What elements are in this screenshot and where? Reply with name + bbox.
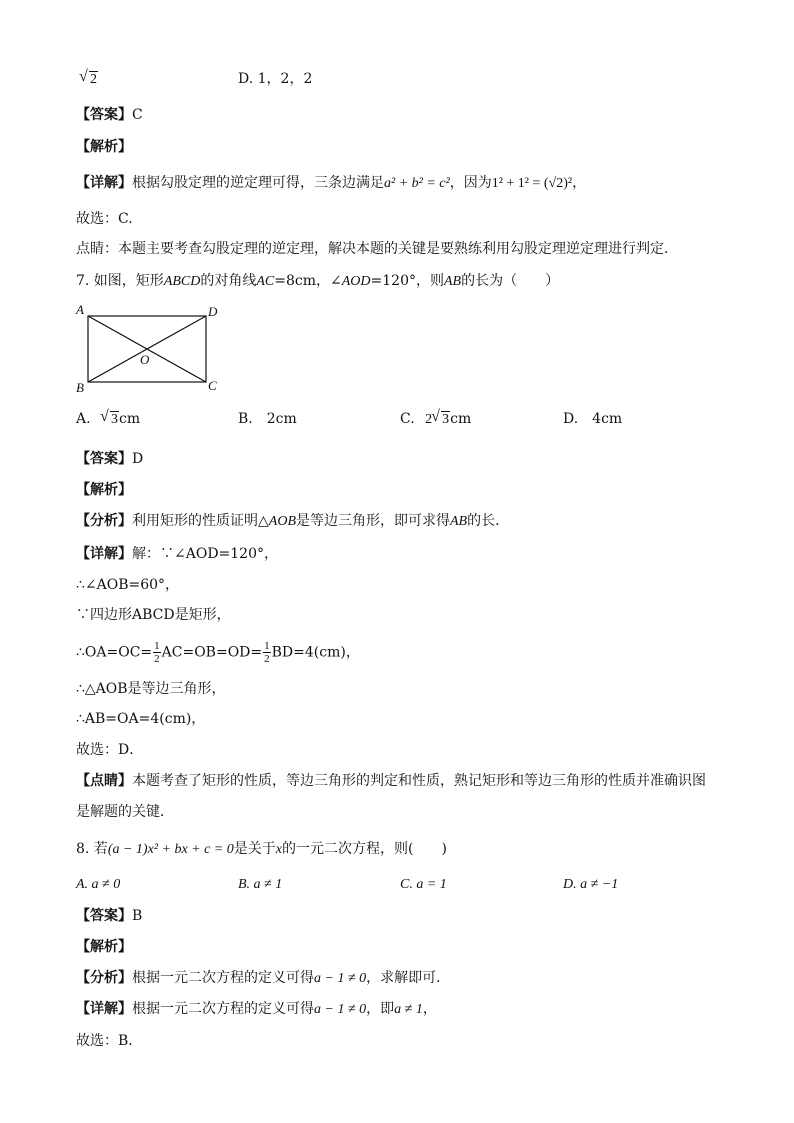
q8-option-a: A. a ≠ 0 [76,877,121,892]
q8-analysis-tag: 【解析】 [76,939,132,955]
stem-ab: AB [443,274,462,289]
fenxi-ab: AB [450,514,468,529]
fenxi-text: 根据一元二次方程的定义可得 [132,970,314,986]
label-b: B [76,380,84,395]
fenxi-text-b: 是等边三角形，即可求得 [296,513,450,529]
stem-aod: AOD [341,274,371,289]
q7-stem [76,272,559,291]
q7-option-d: D. 4cm [563,411,623,427]
q6-option-d: D. 1，2，2 [238,71,313,87]
q7-detail-3: ∵四边形ABCD是矩形， [76,607,231,623]
fenxi-text-c: 的长． [467,513,510,529]
stem-x: x [275,842,282,857]
fenxi-aob: AOB [268,514,296,529]
answer-value: C [132,107,143,123]
detail-text-c: ， [422,1001,437,1017]
detail-text: ∴OA=OC= [76,644,153,661]
answer-value: B [132,908,143,924]
q7-option-b: B. 2cm [238,411,297,427]
option-label: A. [76,411,91,427]
option-unit: cm [119,411,141,427]
detail-text: 根据勾股定理的逆定理可得，三条边满足 [132,175,384,191]
q6-detail [76,174,586,193]
q8-option-c: C. a = 1 [400,877,447,892]
detail-tag: 【详解】 [76,1001,132,1017]
q8-choose: 故选：B． [76,1033,143,1049]
fenxi-tag: 【分析】 [76,513,132,529]
detail-formula: a² + b² = c² [384,176,450,191]
option-label: C. [400,411,415,427]
detail-tag: 【详解】 [76,175,132,191]
q7-analysis-tag: 【解析】 [76,482,132,498]
detail-check: 1² + 1² = (√2)² [491,176,573,191]
dianjing-tag: 【点睛】 [76,773,132,789]
q8-detail [76,1000,437,1019]
fenxi-equation: a − 1 ≠ 0 [314,971,367,986]
q8-fenxi [76,969,450,988]
sqrt-symbol: √ 3 [432,411,450,429]
q6-analysis-tag: 【解析】 [76,139,132,155]
fenxi-text: 利用矩形的性质证明△ [132,513,269,529]
fraction-half: $\frac{1}{2}$ [154,640,160,665]
detail-equation: a − 1 ≠ 0 [314,1002,367,1017]
stem-text-e: 的长为（ ） [461,273,560,289]
detail-text: 根据一元二次方程的定义可得 [132,1001,314,1017]
answer-value: D [132,451,144,467]
q8-option-b: B. a ≠ 1 [238,877,283,892]
q6-answer [76,106,143,124]
stem-equation: (a − 1)x² + bx + c = 0 [107,842,234,857]
label-c: C [208,378,217,393]
q7-option-c [400,410,471,429]
answer-tag: 【答案】 [76,451,132,467]
dianjing-text: 本题考查了矩形的性质，等边三角形的判定和性质，熟记矩形和等边三角形的性质并准确识图 [132,773,706,789]
detail-equation-2: a ≠ 1 [394,1002,423,1017]
label-a: A [76,302,84,317]
q7-detail-5: ∴△AOB是等边三角形， [76,681,226,697]
q7-fenxi [76,512,509,531]
stem-text-b: 的对角线 [200,273,257,289]
option-coef: 2 [425,412,433,427]
q6-option-c-tail [80,70,98,89]
q7-detail-1 [76,545,278,563]
stem-text-c: 的一元二次方程，则( ) [281,841,447,857]
q8-stem [76,840,447,859]
q7-dianjing-2: 是解题的关键． [76,804,174,820]
stem-text-b: 是关于 [233,841,276,857]
fenxi-tag: 【分析】 [76,970,132,986]
answer-tag: 【答案】 [76,908,132,924]
q7-detail-6: ∴AB=OA=4(cm)， [76,711,206,727]
label-o: O [140,352,150,367]
detail-line: 解：∵∠AOD=120°， [132,546,278,562]
detail-text-b: AC=OB=OD= [161,644,263,661]
detail-text-c: BD=4(cm)， [271,644,360,661]
q7-option-a [76,410,140,429]
stem-ac: AC [256,274,275,289]
sqrt-symbol: √ 3 [101,411,119,429]
q8-option-d: D. a ≠ −1 [563,877,619,892]
stem-text-c: =8cm，∠ [274,273,342,289]
option-unit: cm [450,411,472,427]
detail-text-b: ，因为 [449,175,492,191]
detail-text-b: ，即 [366,1001,395,1017]
detail-tag: 【详解】 [76,546,132,562]
fenxi-text-b: ，求解即可． [366,970,451,986]
q6-remark: 点睛：本题主要考查勾股定理的逆定理，解决本题的关键是要熟练利用勾股定理逆定理进行判定. [76,241,669,257]
stem-text: 8. 若 [76,841,108,857]
detail-end: ， [572,175,587,191]
stem-text: 7. 如图，矩形 [76,273,164,289]
rectangle-figure [72,300,232,396]
answer-tag: 【答案】 [76,107,132,123]
q7-dianjing [76,772,706,790]
q7-detail-4 [76,640,360,665]
q8-answer [76,907,142,925]
q7-choose: 故选：D． [76,742,144,758]
q6-choose: 故选：C. [76,211,133,227]
stem-text-d: =120°，则 [370,273,444,289]
stem-abcd: ABCD [163,274,201,289]
sqrt-symbol: √ 2 [80,71,98,89]
q7-answer [76,450,143,468]
label-d: D [208,304,218,319]
q7-detail-2: ∴∠AOB=60°， [76,577,180,593]
fraction-half: $\frac{1}{2}$ [264,640,270,665]
